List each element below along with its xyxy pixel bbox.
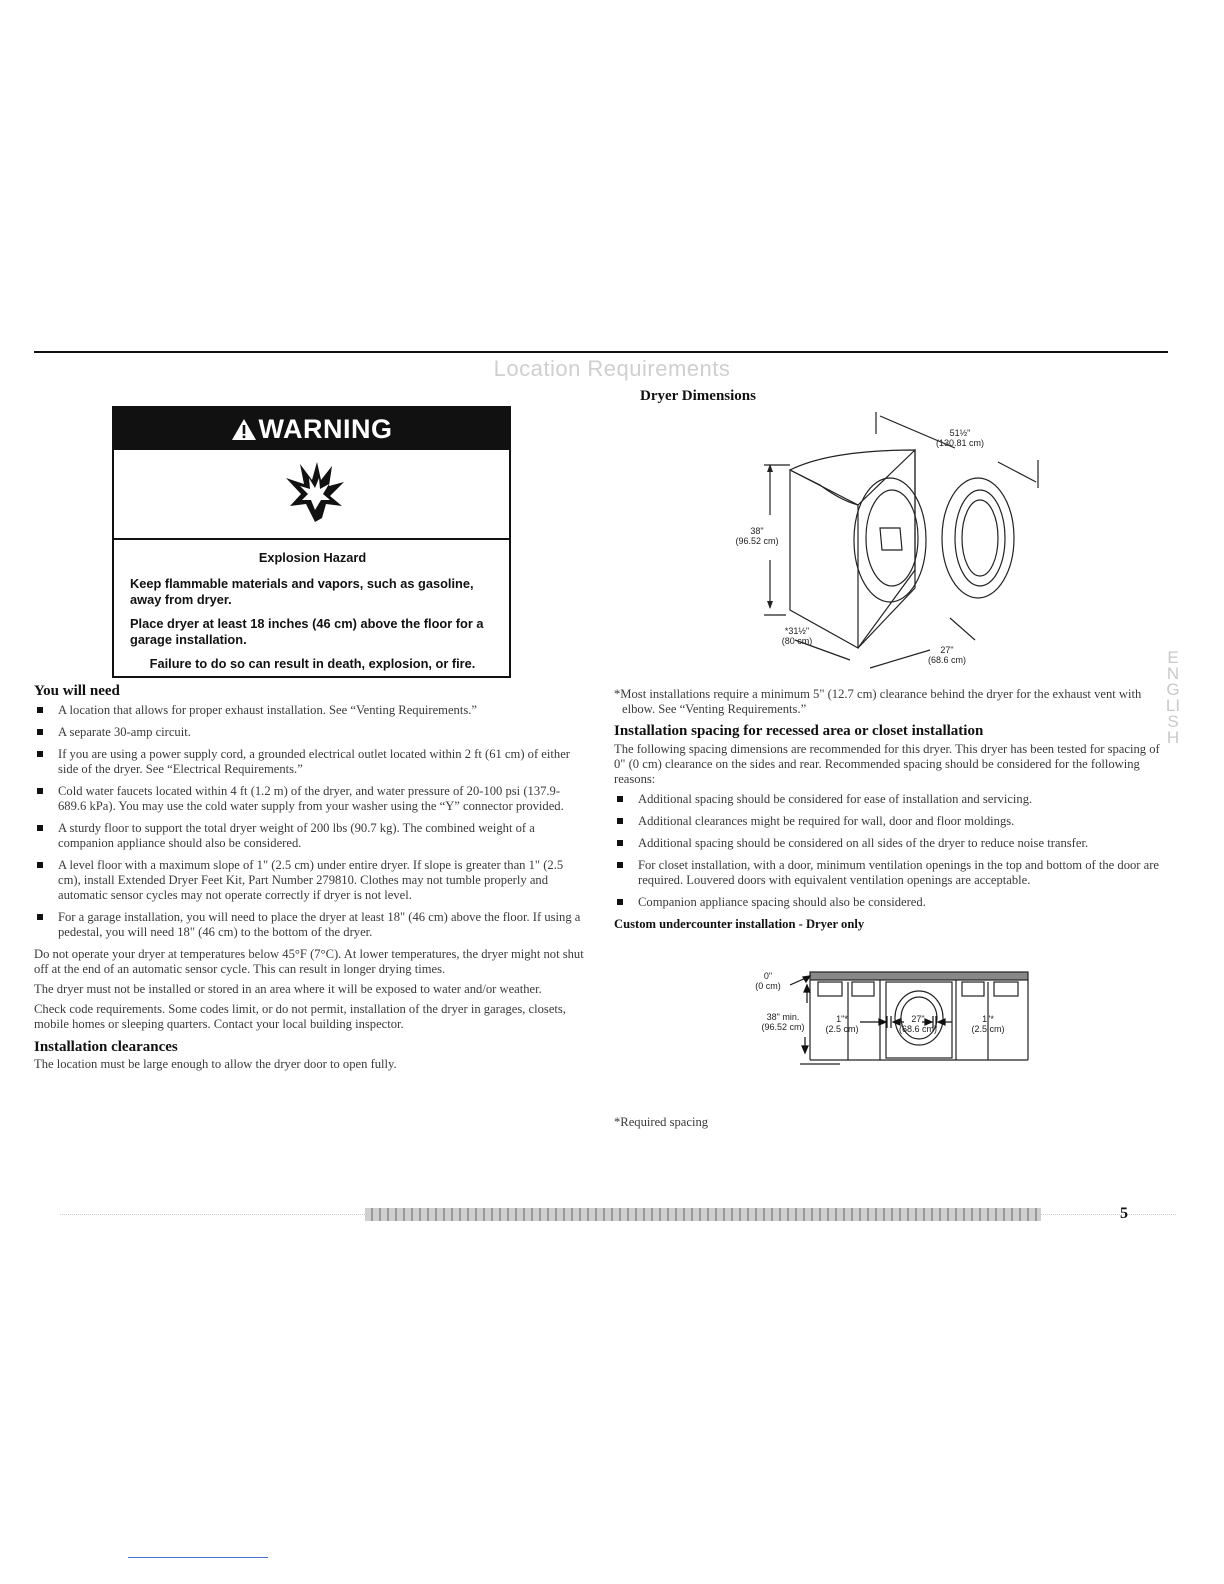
you-will-need-list	[34, 703, 586, 940]
recessed-intro: The following spacing dimensions are recommended for this dryer. This dryer has been tested for spacing of 0" (0 cm) clearance on the sides and rear. Recommended spacing should be considered for the following reasons:	[614, 742, 1160, 786]
required-spacing-footnote: *Required spacing	[614, 1115, 709, 1129]
dim-value-cm: (130.81 cm)	[935, 438, 985, 448]
list-item: A separate 30-amp circuit.	[34, 725, 586, 740]
uc-left-gap	[822, 1014, 862, 1034]
uc-height	[758, 1012, 808, 1032]
explosion-area	[114, 450, 509, 540]
dim-open-depth	[930, 428, 990, 448]
bottom-link-line	[128, 1557, 268, 1558]
list-item: Cold water faucets located within 4 ft (1.2 m) of the dryer, and water pressure of 20-100 psi (137.9-689.6 kPa). You may use the cold water supply from your washer using the “Y” connector provided.	[34, 784, 586, 814]
installation-clearances-text: The location must be large enough to allow the dryer door to open fully.	[34, 1057, 397, 1071]
installation-clearances-heading: Installation clearances	[34, 1039, 178, 1055]
warning-text	[114, 540, 509, 672]
dim-value: 38"	[750, 526, 764, 536]
recessed-heading: Installation spacing for recessed area or closet installation	[614, 723, 984, 739]
warning-line: Failure to do so can result in death, explosion, or fire.	[149, 656, 476, 671]
uc-top-gap	[748, 971, 788, 991]
paragraph: Do not operate your dryer at temperatures below 45°F (7°C). At lower temperatures, the dryer might not shut off at the end of an automatic sensor cycle. This can result in longer drying times.	[34, 947, 584, 976]
footer-rule-left	[60, 1214, 365, 1216]
dim-value: 1"*	[836, 1014, 848, 1024]
top-rule	[34, 351, 1168, 353]
dim-value: 38" min.	[766, 1012, 800, 1022]
dim-width	[918, 645, 976, 665]
undercounter-heading: Custom undercounter installation - Dryer only	[614, 917, 865, 931]
uc-width	[898, 1014, 938, 1034]
uc-right-gap	[968, 1014, 1008, 1034]
list-item: For closet installation, with a door, minimum ventilation openings in the top and bottom of the door are required. Louvered doors with equivalent ventilation openings are acceptable.	[614, 858, 1168, 888]
dim-value-cm: (68.6 cm)	[927, 655, 966, 665]
warning-box	[112, 406, 511, 678]
list-item: For a garage installation, you will need to place the dryer at least 18" (46 cm) above the floor. If using a pedestal, you will need 18" (46 cm) to the bottom of the dryer.	[34, 910, 586, 940]
left-column	[34, 684, 586, 1077]
dim-value-cm: (0 cm)	[755, 981, 781, 991]
dim-value-cm: (80 cm)	[781, 636, 813, 646]
warning-header-label: WARNING	[258, 413, 393, 444]
footer-rule-right	[1041, 1214, 1176, 1216]
right-column	[614, 687, 1168, 932]
dim-value: 0"	[763, 971, 773, 981]
list-item: Companion appliance spacing should also be considered.	[614, 895, 1168, 910]
warning-line: Keep flammable materials and vapors, such as gasoline, away from dryer.	[130, 576, 474, 607]
dryer-dimensions-heading: Dryer Dimensions	[640, 388, 756, 404]
explosion-icon	[284, 460, 346, 522]
list-item: A level floor with a maximum slope of 1" (2.5 cm) under entire dryer. If slope is greater than 1" (2.5 cm), install Extended Dryer Feet Kit, Part Number 279810. Clothes may not tumble properly and automatic sensor cycles may not operate correctly if dryer is not level.	[34, 858, 586, 903]
list-item: If you are using a power supply cord, a grounded electrical outlet located within 2 ft (61 cm) of either side of the dryer. See “Electrical Requirements.”	[34, 747, 586, 777]
dim-value: 27"	[911, 1014, 925, 1024]
recessed-list	[614, 792, 1168, 910]
dim-value-cm: (2.5 cm)	[971, 1024, 1005, 1034]
warning-hazard: Explosion Hazard	[258, 550, 367, 565]
warning-header	[114, 408, 509, 450]
side-tab-english: ENGLISH	[1165, 648, 1181, 747]
paragraph: Check code requirements. Some codes limit, or do not permit, installation of the dryer in garages, closets, mobile homes or sleeping quarters. Contact your local building inspector.	[34, 1002, 566, 1031]
dim-value: *31½"	[784, 626, 810, 636]
you-will-need-heading: You will need	[34, 683, 120, 699]
paragraph: The dryer must not be installed or stored in an area where it will be exposed to water and/or weather.	[34, 982, 542, 996]
dim-height	[728, 526, 786, 546]
list-item: A location that allows for proper exhaust installation. See “Venting Requirements.”	[34, 703, 586, 718]
dim-value-cm: (96.52 cm)	[735, 536, 779, 546]
list-item: Additional spacing should be considered on all sides of the dryer to reduce noise transfer.	[614, 836, 1168, 851]
warning-line: Place dryer at least 18 inches (46 cm) above the floor for a garage installation.	[130, 616, 484, 647]
list-item: Additional spacing should be considered for ease of installation and servicing.	[614, 792, 1168, 807]
dim-value: 51½"	[949, 428, 971, 438]
warning-triangle-icon	[231, 418, 257, 441]
list-item: A sturdy floor to support the total dryer weight of 200 lbs (90.7 kg). The combined weight of a companion appliance should also be considered.	[34, 821, 586, 851]
dim-value-cm: (68.6 cm)	[898, 1024, 937, 1034]
page-title: Location Requirements	[493, 356, 731, 381]
dim-value: 27"	[940, 645, 954, 655]
dim-value-cm: (96.52 cm)	[761, 1022, 805, 1032]
dim-value: 1"*	[982, 1014, 994, 1024]
page-number: 5	[1120, 1205, 1128, 1222]
dim-depth	[772, 626, 822, 646]
footer-band	[365, 1208, 1041, 1221]
list-item: Additional clearances might be required for wall, door and floor moldings.	[614, 814, 1168, 829]
dim-value-cm: (2.5 cm)	[825, 1024, 859, 1034]
dimensions-note: *Most installations require a minimum 5" (12.7 cm) clearance behind the dryer for the exhaust vent with elbow. See “Venting Requirements.”	[614, 687, 1142, 716]
